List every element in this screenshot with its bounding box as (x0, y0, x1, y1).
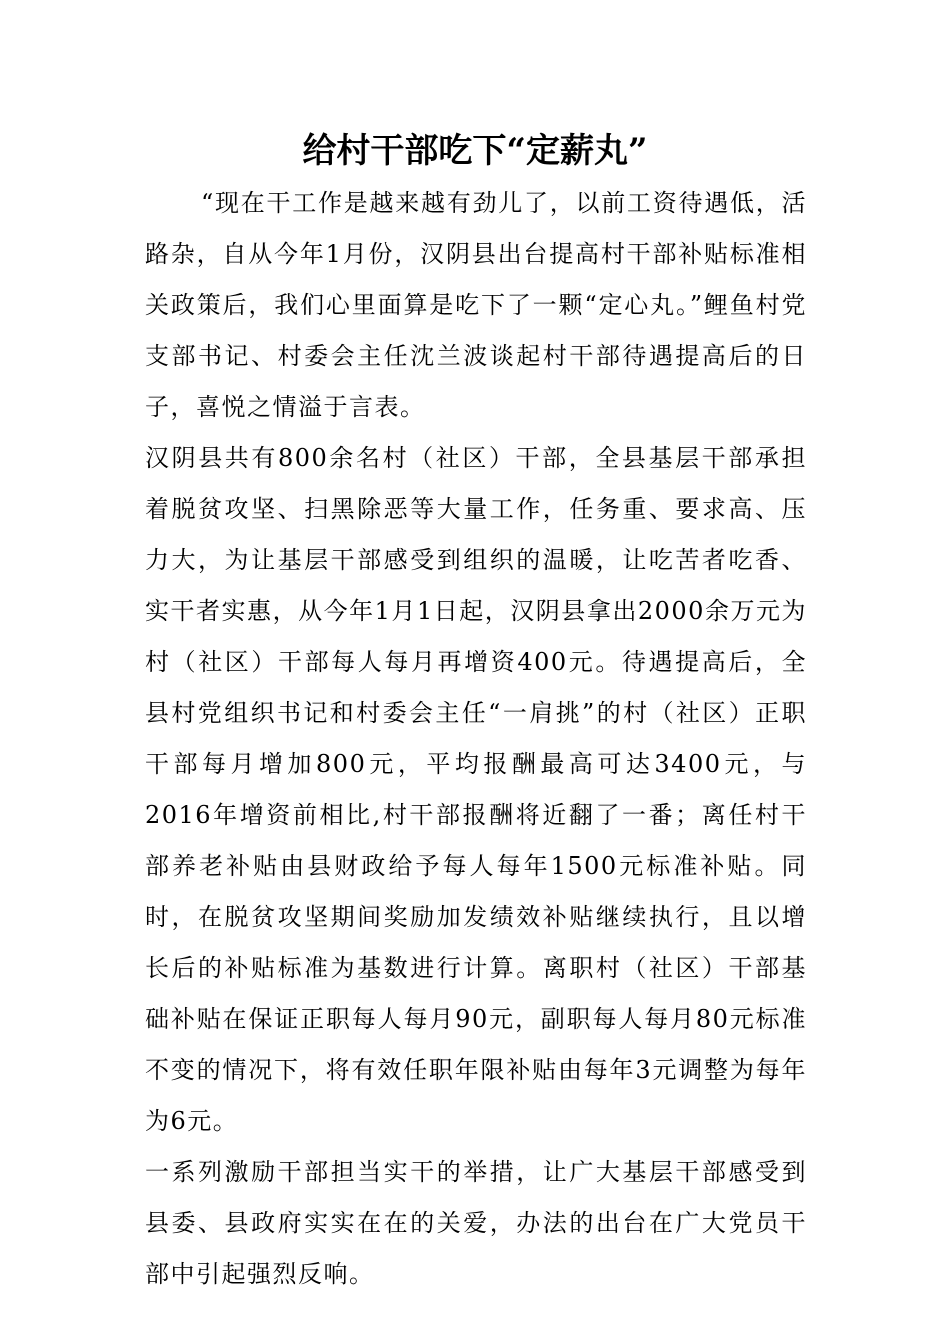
paragraph-2: 汉阴县共有800余名村（社区）干部，全县基层干部承担着脱贫攻坚、扫黑除恶等大量工作，任务重、要求高、压力大，为让基层干部感受到组织的温暖，让吃苦者吃香、实干者实惠，从今年1月1日起，汉阴县拿出2000余万元为村（社区）干部每人每月再增资400元。待遇提高后，全县村党组织书记和村委会主任“一肩挑”的村（社区）正职干部每月增加800元，平均报酬最高可达3400元，与2016年增资前相比,村干部报酬将近翻了一番；离任村干部养老补贴由县财政给予每人每年1500元标准补贴。同时，在脱贫攻坚期间奖励加发绩效补贴继续执行，且以增长后的补贴标准为基数进行计算。离职村（社区）干部基础补贴在保证正职每人每月90元，副职每人每月80元标准不变的情况下，将有效任职年限补贴由每年3元调整为每年为6元。 (145, 444, 807, 1135)
document-body (145, 178, 807, 1300)
paragraph-3: 一系列激励干部担当实干的举措，让广大基层干部感受到县委、县政府实实在在的关爱，办法的出台在广大党员干部中引起强烈反响。 (145, 1158, 807, 1288)
paragraph-1: “现在干工作是越来越有劲儿了，以前工资待遇低，活路杂，自从今年1月份，汉阴县出台提高村干部补贴标准相关政策后，我们心里面算是吃下了一颗“定心丸。”鲤鱼村党支部书记、村委会主任沈兰波谈起村干部待遇提高后的日子，喜悦之情溢于言表。 (145, 189, 807, 421)
document-title: 给村干部吃下“定薪丸” (302, 131, 648, 171)
